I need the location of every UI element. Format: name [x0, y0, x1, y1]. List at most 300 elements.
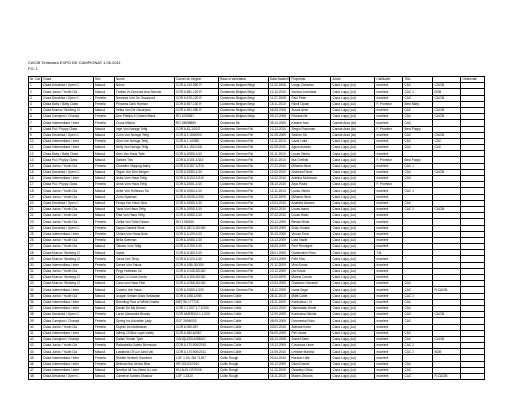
table-cell: Cana Lugoj (Lul)	[331, 244, 375, 250]
table-cell: Mascul	[94, 349, 115, 355]
column-header: Clasa	[42, 77, 94, 83]
table-cell: Cana Lugoj (Lul)	[331, 312, 375, 318]
table-cell: Cana Lugoj (Lul)	[331, 83, 375, 89]
table-cell: 24	[29, 225, 42, 231]
table-cell: Clasa Deschisa / Open C	[42, 312, 94, 318]
table-cell: Clasa Campioni / Champi	[42, 114, 94, 120]
table-cell: Mascul	[94, 169, 115, 175]
table-cell: Femela	[94, 120, 115, 126]
table-cell: Cana Lugoj (Lul)	[331, 114, 375, 120]
table-cell: 12	[29, 151, 42, 157]
column-header: Observatii	[461, 77, 485, 83]
table-cell: 14.12.2009	[269, 237, 290, 243]
table-cell: Clasa Intermediara / Inter	[42, 330, 94, 336]
table-cell: excelent	[375, 188, 403, 194]
table-cell: 15	[29, 169, 42, 175]
table-cell: Cano von Haus Fide	[115, 281, 175, 287]
table-cell: Best Puppy	[403, 126, 433, 132]
table-cell: 11.02.2009	[269, 194, 290, 200]
table-cell: Maxim Zinoura	[290, 374, 331, 380]
table-cell: Cana Lugoj (Lul)	[331, 200, 375, 206]
table-cell: Femela	[94, 237, 115, 243]
table-cell: Femela	[94, 275, 115, 281]
table-cell: Cana Lugoj (Lul)	[331, 250, 375, 256]
table-cell: HU ALKLOF/2006	[175, 367, 219, 373]
table-cell: LOF 1.1810	[175, 374, 219, 380]
table-cell: Ciobanesc German Pal	[219, 219, 269, 225]
table-cell: 14.02.2010	[269, 305, 290, 311]
table-cell: Femela	[94, 101, 115, 107]
table-cell: Cana Lugoj (Lul)	[331, 138, 375, 144]
table-cell: 10.12.2009	[269, 268, 290, 274]
table-cell: Kassim Ivan	[290, 120, 331, 126]
table-cell: Belinda Bon Aerica Blue	[115, 361, 175, 367]
table-cell: Ciobanesc German Pal	[219, 231, 269, 237]
table-cell: CAC J	[403, 89, 433, 95]
table-cell: Mascul	[94, 200, 115, 206]
table-cell: Ciobanesc German Pal	[219, 138, 269, 144]
table-cell: COR A 17/1900/2010	[175, 343, 219, 349]
table-cell: Loren Alexandra Beauty	[115, 312, 175, 318]
table-cell: Femela	[94, 343, 115, 349]
table-cell: Lazar Lidia	[290, 138, 331, 144]
table-cell: COR AMERICA 1.1.000	[175, 312, 219, 318]
table-cell: COR A 2/180-1/10	[175, 250, 219, 256]
table-cell: CAC	[403, 374, 433, 380]
table-cell: Lowlands Of Lux Jarot Val	[115, 349, 175, 355]
table-cell: COR A 18/74-30/160	[175, 225, 219, 231]
table-cell: Cana Lugoj (Lul)	[331, 213, 375, 219]
table-cell: excelent	[375, 194, 403, 200]
table-cell: excelent	[375, 312, 403, 318]
table-cell: COR A 81-10/2/2	[175, 126, 219, 132]
table-cell: 46	[29, 361, 42, 367]
table-cell: COR A 1/190-30/160	[175, 275, 219, 281]
table-cell: CAC	[433, 145, 461, 151]
table-cell: Clasa Junior / Youth Cla	[42, 349, 94, 355]
table-cell: Clasa Deschisa / Open C	[42, 200, 94, 206]
table-cell: COR A 2/084-1/10	[175, 188, 219, 194]
table-cell: Roxana Ilie	[290, 114, 331, 120]
table-cell: 5	[29, 107, 42, 113]
table-cell: COR A 1.14/080	[175, 138, 219, 144]
table-cell: Ciobanesc Belgian Belgi	[219, 95, 269, 101]
table-cell: BOB	[433, 89, 461, 95]
table-cell: Zahra Von Tufts Falcon	[115, 219, 175, 225]
table-cell: 39	[29, 318, 42, 324]
table-cell: excelent	[375, 275, 403, 281]
table-cell: CACIB	[433, 169, 461, 175]
table-cell: Collie Rough	[219, 374, 269, 380]
document-title: CACIB Timisoara EXPO DE CAMPIONAT 1.06.2011	[28, 60, 121, 65]
table-cell: 01.05.2009	[269, 132, 290, 138]
table-cell: Anna Vom Haus Tefig	[115, 182, 175, 188]
table-cell: COR A 2/080-1/10	[175, 169, 219, 175]
table-cell: COR A 2/187-1/210	[175, 163, 219, 169]
table-cell: Dimsi Daniel	[290, 361, 331, 367]
table-cell: 08.09.2009	[269, 318, 290, 324]
table-cell: F. Promitor	[375, 182, 403, 188]
table-cell: COR A 2/080-1/10	[175, 151, 219, 157]
table-body	[29, 83, 485, 380]
table-cell: Clasa Deschisa / Open C	[42, 374, 94, 380]
table-cell: Cana Lugoj (Lul)	[331, 324, 375, 330]
table-cell: CAC J	[403, 163, 433, 169]
table-cell: 35	[29, 293, 42, 299]
table-cell: Ciobanesc German Pal	[219, 157, 269, 163]
table-cell: Mascul	[94, 145, 115, 151]
table-cell: Graziano Giovanni	[290, 281, 331, 287]
table-cell: Dallas Tender Tyke	[115, 336, 175, 342]
table-cell: Clasa Munca / Working Cl	[42, 281, 94, 287]
table-cell: CAC J	[403, 188, 433, 194]
table-cell: Clasa Junior / Youth Cla	[42, 163, 94, 169]
table-cell: excelent	[375, 262, 403, 268]
table-cell: Cana Lugoj (Lul)	[331, 107, 375, 113]
table-cell: Cana Lugoj (Lul)	[331, 89, 375, 95]
table-cell: Mascul	[94, 367, 115, 373]
table-cell: Femela	[94, 262, 115, 268]
table-cell: Zorro Von Norsge Tefig	[115, 132, 175, 138]
table-cell: Cana Lugoj (Lul)	[331, 287, 375, 293]
table-cell: Rubbie Verkerb Gomecet	[115, 355, 175, 361]
table-cell: CAC	[403, 95, 433, 101]
table-cell: MET.Sh.177710	[175, 299, 219, 305]
table-cell: COR A 2/080-1/10	[175, 237, 219, 243]
table-cell: Spring Inc Adorable Lady	[115, 318, 175, 324]
table-cell: Dee Phillips 5 Golden Black	[115, 114, 175, 120]
table-cell: 13	[29, 157, 42, 163]
table-cell: Ciobanesc German Pal	[219, 176, 269, 182]
table-cell: 20	[29, 200, 42, 206]
table-cell: Cana Lugoj (Lul)	[331, 355, 375, 361]
table-cell: excelent	[375, 225, 403, 231]
table-cell: CAC J	[403, 343, 433, 349]
table-cell: Ciobanesc German Pal	[219, 194, 269, 200]
table-cell: excelent	[375, 107, 403, 113]
column-header: Rasa si Varietatea	[219, 77, 269, 83]
table-cell: Cana Lugoj (Lul)	[331, 219, 375, 225]
table-cell: Collie Rough	[219, 355, 269, 361]
table-cell: Clasa Junior / Youth Cla	[42, 237, 94, 243]
table-cell: RO 1006567	[175, 114, 219, 120]
table-cell: Clasa Deschisa / Open C	[42, 132, 94, 138]
table-cell: Sedulam Collie	[219, 293, 269, 299]
table-cell: Clasa Junior / Youth Cla	[42, 89, 94, 95]
table-cell: Cuvarova Linne	[290, 343, 331, 349]
table-cell: 11.04.2009	[269, 275, 290, 281]
table-cell: Sedulam Collie	[219, 324, 269, 330]
table-cell: Ciobanesc Belgian Belgi	[219, 114, 269, 120]
table-cell: Femela	[94, 114, 115, 120]
table-cell: Daniel De Aly Dream	[115, 305, 175, 311]
table-cell: Nelly Von Norsge Tefig	[115, 145, 175, 151]
table-cell: 06.10.2008	[269, 336, 290, 342]
table-cell: Cana Lugoj (Lul)	[331, 367, 375, 373]
table-cell: 31	[29, 268, 42, 274]
table-cell: Xandra Tria	[115, 157, 175, 163]
table-cell: excelent	[375, 330, 403, 336]
table-cell: 01.11.2010	[269, 151, 290, 157]
table-cell: Mascul	[94, 250, 115, 256]
table-cell: Cana Lugoj (Lul)	[331, 194, 375, 200]
table-cell: Cana Lugoj (Lul)	[331, 268, 375, 274]
table-cell: Eridy Groske	[290, 225, 331, 231]
column-header: Ariste	[331, 77, 375, 83]
table-cell: Cana Lugoj (Lul)	[331, 231, 375, 237]
table-cell: Sedulam Collie	[219, 343, 269, 349]
table-cell: excelent	[375, 145, 403, 151]
table-cell	[461, 374, 485, 380]
table-cell: Anabela Alvarez	[290, 200, 331, 206]
table-cell: COR A 1.150-01/6	[175, 145, 219, 151]
table-cell: Clasa Junior / Youth Cla	[42, 219, 94, 225]
table-cell: F. Promitor	[375, 126, 403, 132]
table-cell: CAC	[403, 176, 433, 182]
table-cell: Lungu Octavian	[290, 83, 331, 89]
table-cell: 14	[29, 163, 42, 169]
table-cell: Canide Arad (Ar)	[331, 126, 375, 132]
table-cell: 42	[29, 336, 42, 342]
table-cell: Ciobanesc German Pal	[219, 268, 269, 274]
table-cell: Clasa Junior / Youth Cla	[42, 268, 94, 274]
table-cell: COR A 2/080-1/10	[175, 200, 219, 206]
table-cell: 15.11.2009	[269, 299, 290, 305]
table-cell: Ciobanesc German Pal	[219, 151, 269, 157]
table-cell: 10	[29, 138, 42, 144]
table-cell: CAC J	[403, 349, 433, 355]
table-cell: Clasa Munca / Working Cl	[42, 275, 94, 281]
table-cell: 27.02.2010	[269, 163, 290, 169]
table-cell: 18	[29, 188, 42, 194]
table-cell: Hamaralas Gioriti	[290, 305, 331, 311]
table-cell: Farkas Vo Dorusea Ana Sidonio	[115, 89, 175, 95]
table-cell: Ciobanesc German Pal	[219, 256, 269, 262]
table-cell: 7	[29, 120, 42, 126]
column-header: Nume	[115, 77, 175, 83]
table-cell: Avuva Avon	[290, 107, 331, 113]
table-cell: Ciobanesc German Pal	[219, 188, 269, 194]
table-cell: excelent	[375, 176, 403, 182]
table-cell: Clasa Campioni / Champi	[42, 318, 94, 324]
table-cell: Clasa Intermediara / Inter	[42, 305, 94, 311]
table-cell: Canide Arad (Ar)	[331, 132, 375, 138]
table-cell: excelent	[375, 206, 403, 212]
table-cell: Ciobanesc German Pal	[219, 182, 269, 188]
table-cell: Mascul	[94, 374, 115, 380]
table-cell: 03.11.2010	[269, 157, 290, 163]
table-cell: COR A 17/1900/2011	[175, 349, 219, 355]
table-cell: Collie Rough	[219, 367, 269, 373]
table-cell: Tanya Gambik Ross	[115, 225, 175, 231]
table-cell: CAC	[403, 120, 433, 126]
table-cell: 03.02.2010	[269, 324, 290, 330]
table-cell: Ciobanesc German Pal	[219, 250, 269, 256]
table-cell: Lucas Radu	[290, 213, 331, 219]
column-header: Sex	[94, 77, 115, 83]
table-cell: excelent	[375, 324, 403, 330]
table-cell: Clasa Munca / Working Cl	[42, 250, 94, 256]
table-cell: Lucas Ioana	[290, 206, 331, 212]
table-cell: 3	[29, 95, 42, 101]
table-cell: Mascul	[94, 126, 115, 132]
table-cell: Baros	[115, 83, 175, 89]
table-cell: excelent	[375, 361, 403, 367]
table-cell: Clasa Junior / Youth Cla	[42, 293, 94, 299]
table-cell: Ciobanesc Belgian Belgi	[219, 107, 269, 113]
table-cell: Chiara Von Haus Nola	[115, 231, 175, 237]
table-cell: Cana Lugoj (Lul)	[331, 262, 375, 268]
table-cell: Ciobanesc German Pal	[219, 213, 269, 219]
table-cell: 30.10.2009	[269, 231, 290, 237]
table-cell: Clasa Pui / Puppy Class	[42, 126, 94, 132]
table-cell: Cana Lugoj (Lul)	[331, 336, 375, 342]
table-cell: Femela	[94, 324, 115, 330]
table-cell: CAC	[403, 367, 433, 373]
table-cell: Mascul	[94, 293, 115, 299]
table-cell: Bledar Mihai	[290, 219, 331, 225]
table-cell: COR A 05/1057	[175, 324, 219, 330]
table-cell: excelent	[375, 132, 403, 138]
table-cell: Best Puppy	[403, 157, 433, 163]
table-cell: excelent	[375, 355, 403, 361]
table-cell: Astra Vom Haus Tefig	[115, 176, 175, 182]
table-cell: Clasa Junior / Youth Cla	[42, 194, 94, 200]
table-cell: Clasa Deschisa / Open C	[42, 225, 94, 231]
table-cell: Collie Rough	[219, 361, 269, 367]
table-cell: CAC J	[403, 293, 433, 299]
table-cell: excelent	[375, 299, 403, 305]
table-cell: Femela	[94, 138, 115, 144]
table-cell: Tegan Von Den Bergen	[115, 169, 175, 175]
table-cell: Sedulam Collie	[219, 318, 269, 324]
table-cell: Cana Lugoj (Lul)	[331, 225, 375, 231]
table-cell: Femela	[94, 163, 115, 169]
table-cell: excelent	[375, 256, 403, 262]
table-cell: Sedulam Collie	[219, 349, 269, 355]
table-cell: COR A 1/266-30/160	[175, 281, 219, 287]
table-cell: 11	[29, 145, 42, 151]
table-cell: Cana Lugoj (Lul)	[331, 151, 375, 157]
table-cell: Clasa Junior / Youth Cla	[42, 213, 94, 219]
table-cell: Sedulam Collie	[219, 336, 269, 342]
table-cell: COR A 2/080-1/10	[175, 213, 219, 219]
table-cell: Cana Lugoj (Lul)	[331, 145, 375, 151]
table-cell: Clasa Junior / Youth Cla	[42, 343, 94, 349]
table-cell: COR A 2/080-1/120	[175, 287, 219, 293]
table-cell: Ozsesky Olivia	[290, 367, 331, 373]
table-cell: COR A 1/109-1/10	[175, 231, 219, 237]
table-cell: 34	[29, 287, 42, 293]
table-cell: 14.09.2010	[269, 349, 290, 355]
table-cell: CAC	[403, 299, 433, 305]
table-cell: Ciobanesc German Pal	[219, 262, 269, 268]
table-cell: 6	[29, 114, 42, 120]
table-cell: 13.04.2010	[269, 200, 290, 206]
table-cell: Bella Sweetan	[115, 237, 175, 243]
table-cell: 1	[29, 83, 42, 89]
table-cell: excelent	[375, 268, 403, 274]
document-subtitle: FCI 1	[28, 65, 38, 71]
table-cell: Inge Von Norsge Tefig	[115, 126, 175, 132]
table-cell: Clasa Campioni / Champi	[42, 336, 94, 342]
table-cell: Ciobanesc German Pal	[219, 145, 269, 151]
table-cell: Matti Collie	[290, 293, 331, 299]
table-cell: Ivana Doga	[290, 287, 331, 293]
table-cell: 07.02.2010	[269, 213, 290, 219]
table-cell: 30	[29, 262, 42, 268]
table-cell: Cana Lugoj (Lul)	[331, 361, 375, 367]
table-cell: Cana Lugoj (Lul)	[331, 318, 375, 324]
table-cell: excelent	[375, 237, 403, 243]
table-cell: COR A 697-130 R	[175, 101, 219, 107]
table-cell: excelent	[375, 138, 403, 144]
table-cell: 45	[29, 355, 42, 361]
table-cell: Lia Kovas	[290, 268, 331, 274]
table-cell: 20.12.2009	[269, 219, 290, 225]
table-cell: Best Baby	[403, 101, 433, 107]
table-cell: 26	[29, 237, 42, 243]
table-cell: Mascul	[94, 287, 115, 293]
table-cell: 41	[29, 330, 42, 336]
table-cell: CAC	[403, 361, 433, 367]
table-cell: Ciobanesc German Pal	[219, 206, 269, 212]
table-cell: Cana Lugoj (Lul)	[331, 293, 375, 299]
table-cell: 12.09.2009	[269, 312, 290, 318]
table-cell: Nicoli Cipian	[290, 101, 331, 107]
table-cell: 40	[29, 324, 42, 330]
table-cell: Mascul	[94, 176, 115, 182]
table-cell: Elsa Von Haus Tefig	[115, 213, 175, 219]
table-cell: COR A 1/145-30/160	[175, 268, 219, 274]
table-cell: excelent	[375, 281, 403, 287]
table-cell: Fenya Von Haus Sina	[115, 200, 175, 206]
table-cell: Femela	[94, 318, 115, 324]
table-cell: Avesca Loredana	[290, 89, 331, 95]
table-cell: 27	[29, 244, 42, 250]
column-header: Carnet de Origine	[175, 77, 219, 83]
table-cell: Danee Von Paisia	[115, 262, 175, 268]
table-cell: 4	[29, 101, 42, 107]
table-cell: Horacio Lillie	[290, 355, 331, 361]
table-cell: Clasa Intermediara / Inter	[42, 355, 94, 361]
table-cell: excelent	[375, 343, 403, 349]
table-cell: 05.10.2009	[269, 120, 290, 126]
table-cell: Alpha	[115, 250, 175, 256]
table-cell: Cana Lugoj (Lul)	[331, 237, 375, 243]
table-cell: 29	[29, 256, 42, 262]
table-cell: Sergiu Rosoman	[290, 126, 331, 132]
table-cell: COR A 2/081-1/10	[175, 182, 219, 188]
table-cell: 38	[29, 312, 42, 318]
table-cell: Viva Kovas	[290, 262, 331, 268]
table-cell: CAC	[403, 281, 433, 287]
table-cell: Ciobanesc Belgian Belgi	[219, 101, 269, 107]
table-cell: Mascul	[94, 107, 115, 113]
table-cell: Princess Dark Harmon	[115, 101, 175, 107]
table-cell: CAC	[433, 138, 461, 144]
table-cell: Clasa Junior / Youth Cla	[42, 206, 94, 212]
table-cell: Nemesis Von De Oscarpool	[115, 95, 175, 101]
table-cell: CAC	[403, 132, 433, 138]
table-cell: 17	[29, 182, 42, 188]
table-cell: 23.04.2010	[269, 355, 290, 361]
table-cell: Cana Lugoj (Lul)	[331, 256, 375, 262]
table-cell: R.CACIB	[433, 287, 461, 293]
table-cell: COR A 38/16/SB7	[175, 330, 219, 336]
table-cell: 28.11.2010	[269, 293, 290, 299]
table-cell: Ciobanesc German Pal	[219, 281, 269, 287]
